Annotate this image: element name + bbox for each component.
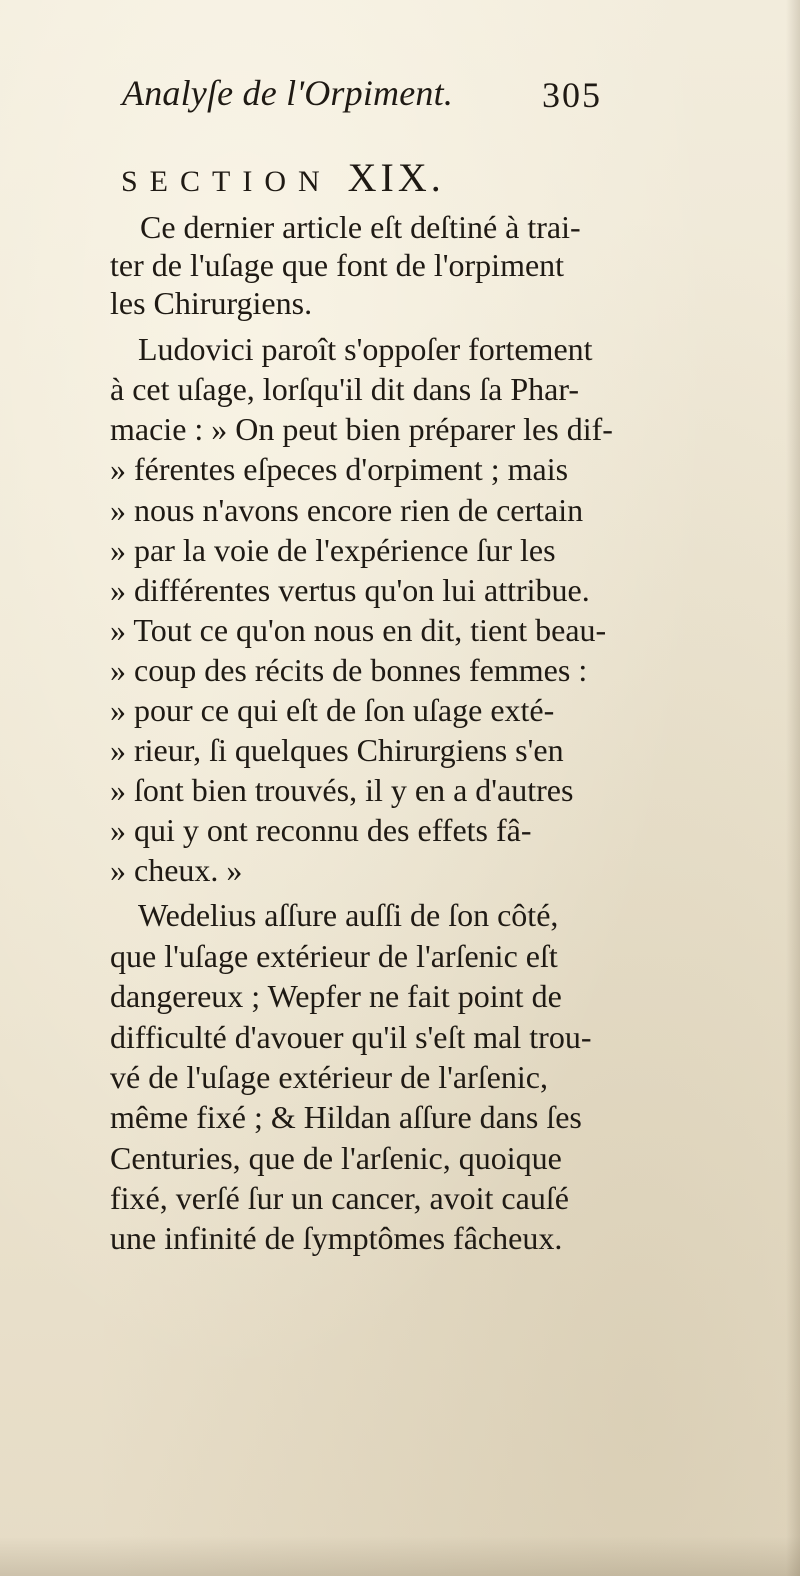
text-line: dangereux ; Wepfer ne fait point de [110,978,562,1014]
page-bottom-shadow [0,1536,800,1576]
section-word: SECTION [121,165,332,198]
text-line: » Tout ce qu'on nous en dit, tient beau- [110,612,607,648]
text-line: » cheux. » [110,852,243,888]
text-line: Ludovici paroît s'oppoſer fortement [138,331,593,367]
page-number: 305 [542,75,602,115]
running-title: Analyſe de l'Orpiment. [122,73,454,113]
text-line: » par la voie de l'expérience ſur les [110,532,556,568]
page-header [122,66,602,116]
text-line: » qui y ont reconnu des effets fâ- [110,812,532,848]
section-heading [121,154,445,201]
text-line: » coup des récits de bonnes femmes : [110,652,588,688]
text-line: vé de l'uſage extérieur de l'arſenic, [110,1059,548,1095]
text-line: Ce dernier article eſt deſtiné à trai- [140,209,581,245]
text-line: fixé, verſé ſur un cancer, avoit cauſé [110,1180,569,1216]
text-line: ter de l'uſage que font de l'orpiment [110,247,565,283]
text-line: Centuries, que de l'arſenic, quoique [110,1140,562,1176]
text-line: difficulté d'avouer qu'il s'eſt mal trou- [110,1019,592,1055]
text-line: que l'uſage extérieur de l'arſenic eſt [110,938,558,974]
text-line: » nous n'avons encore rien de certain [110,492,584,528]
page-edge-shadow [786,0,800,1576]
text-line: même fixé ; & Hildan aſſure dans ſes [110,1099,582,1135]
text-line: » pour ce qui eſt de ſon uſage exté- [110,692,555,728]
text-line: à cet uſage, lorſqu'il dit dans ſa Phar- [110,371,579,407]
text-line: macie : » On peut bien préparer les dif- [110,411,613,447]
text-line: Wedelius aſſure auſſi de ſon côté, [138,897,559,933]
text-line: une infinité de ſymptômes fâcheux. [110,1220,563,1256]
section-number: XIX. [347,155,445,200]
text-line: » différentes vertus qu'on lui attribue. [110,572,590,608]
text-line: les Chirurgiens. [110,285,313,321]
text-line: » férentes eſpeces d'orpiment ; mais [110,451,569,487]
text-line: » rieur, ſi quelques Chirurgiens s'en [110,732,564,768]
text-line: » ſont bien trouvés, il y en a d'autres [110,772,574,808]
